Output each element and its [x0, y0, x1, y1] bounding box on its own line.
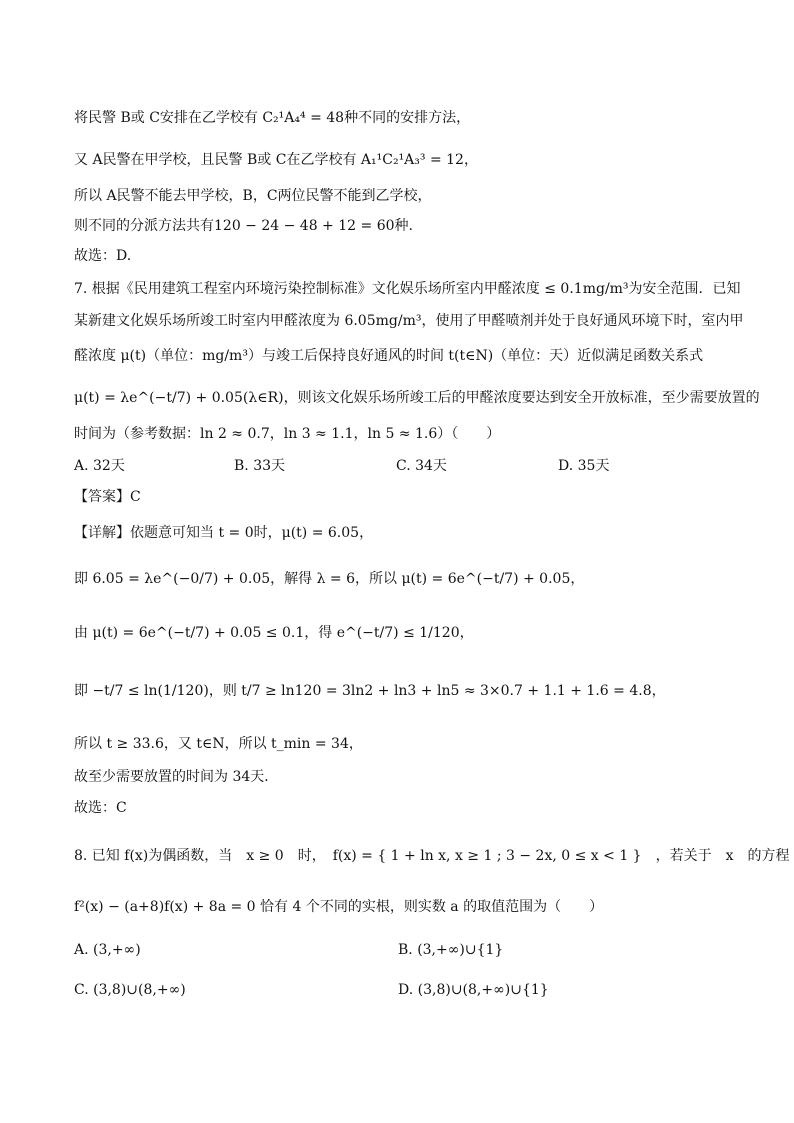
q8-option-d: D. (3,8)∪(8,+∞)∪{1} [398, 982, 549, 998]
q7-line-3: 醛浓度 μ(t)（单位：mg/m³）与竣工后保持良好通风的时间 t(t∈N)（单位：天）近似满足函数关系式 [74, 348, 704, 364]
q7-option-d: D. 35天 [558, 458, 610, 474]
q7-answer: 【答案】C [74, 489, 141, 505]
q8-line-1: 8. 已知 f(x)为偶函数，当 x ≥ 0 时， f(x) = { 1 + ln x, x ≥ 1 ; 3 − 2x, 0 ≤ x < 1 } ，若关于 x 的方程 [74, 848, 790, 864]
q7-line-1: 7. 根据《民用建筑工程室内环境污染控制标准》文化娱乐场所室内甲醛浓度 ≤ 0.1mg/m³为安全范围．已知 [74, 281, 741, 297]
q7-line-5: 时间为（参考数据：ln 2 ≈ 0.7，ln 3 ≈ 1.1，ln 5 ≈ 1.6）（ ） [74, 426, 501, 442]
q7-option-b: B. 33天 [234, 458, 286, 474]
q8-option-c: C. (3,8)∪(8,+∞) [74, 982, 186, 998]
detail7-answer: 故选：C [74, 800, 127, 816]
q7-line-2: 某新建文化娱乐场所竣工时室内甲醛浓度为 6.05mg/m³，使用了甲醛喷剂并处于良好通风环境下时，室内甲 [74, 313, 744, 329]
detail7-line-3: 由 μ(t) = 6e^(−t/7) + 0.05 ≤ 0.1，得 e^(−t/7) ≤ 1/120， [74, 625, 474, 641]
detail7-line-5: 所以 t ≥ 33.6，又 t∈N，所以 t_min = 34， [74, 736, 363, 752]
detail7-line-2: 即 6.05 = λe^(−0/7) + 0.05，解得 λ = 6，所以 μ(t) = 6e^(−t/7) + 0.05， [74, 571, 585, 587]
q8-line-2: f²(x) − (a+8)f(x) + 8a = 0 恰有 4 个不同的实根，则实数 a 的取值范围为（ ） [74, 899, 604, 915]
sol6-line-4: 则不同的分派方法共有120 − 24 − 48 + 12 = 60种. [74, 218, 413, 234]
sol6-line-2: 又 A民警在甲学校，且民警 B或 C在乙学校有 A₁¹C₂¹A₃³ = 12， [74, 152, 478, 168]
sol6-answer: 故选：D. [74, 248, 132, 264]
detail7-line-4: 即 −t/7 ≤ ln(1/120)，则 t/7 ≥ ln120 = 3ln2 + ln3 + ln5 ≈ 3×0.7 + 1.1 + 1.6 = 4.8， [74, 683, 666, 699]
q7-option-c: C. 34天 [396, 458, 447, 474]
q7-option-a: A. 32天 [74, 458, 125, 474]
detail7-line-6: 故至少需要放置的时间为 34天． [74, 769, 279, 785]
sol6-line-1: 将民警 B或 C安排在乙学校有 C₂¹A₄⁴ = 48种不同的安排方法， [74, 110, 471, 126]
detail7-line-1: 【详解】依题意可知当 t = 0时，μ(t) = 6.05， [74, 525, 374, 541]
sol6-line-3: 所以 A民警不能去甲学校，B，C两位民警不能到乙学校， [74, 188, 432, 204]
q8-option-b: B. (3,+∞)∪{1} [398, 942, 504, 958]
q8-option-a: A. (3,+∞) [74, 942, 141, 958]
q7-line-4: μ(t) = λe^(−t/7) + 0.05(λ∈R)，则该文化娱乐场所竣工后的甲醛浓度要达到安全开放标准，至少需要放置的 [74, 390, 760, 406]
